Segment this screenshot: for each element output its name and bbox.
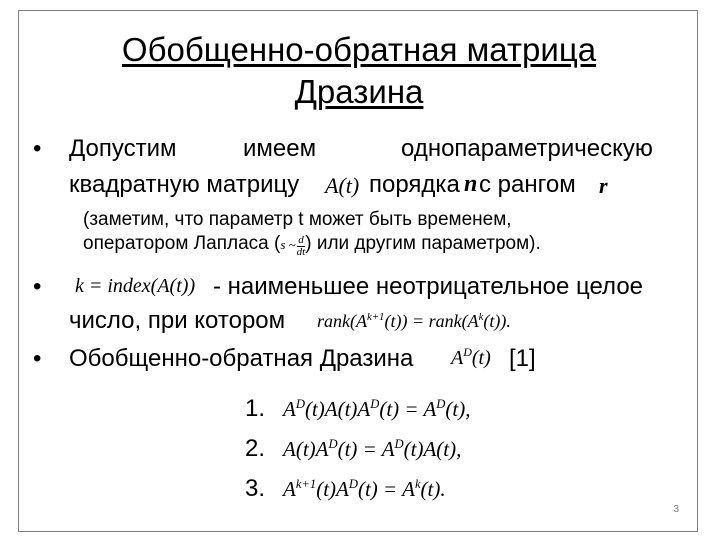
rank-sup-b: k <box>478 311 484 323</box>
bullet1-text-b: порядка <box>369 171 460 198</box>
math-rank-condition <box>317 311 511 332</box>
frac-denominator: dt <box>296 245 306 258</box>
math-arg: (t) <box>471 346 491 369</box>
bullet2-text-a: - наименьшее неотрицательное целое <box>213 273 644 300</box>
rank-part-b: (t)) = rank(A <box>384 311 479 332</box>
equation-1: $A^D(t)A(t)A^D(t) = A^D(t)$, <box>283 397 471 422</box>
bullet1-word-3: однопараметрическую <box>401 135 653 162</box>
equation-number: 1. <box>245 395 266 422</box>
slide <box>18 10 698 532</box>
rank-part-a: rank(A <box>317 311 367 332</box>
equation-number: 3. <box>245 475 266 502</box>
math-A-base: A <box>451 346 464 369</box>
math-A-D <box>451 345 491 370</box>
note-line-2 <box>83 233 541 258</box>
bullet3-text: Обобщенно-обратная Дразина <box>69 345 414 372</box>
bullet2-text-b: число, при котором <box>69 307 286 334</box>
slide-title <box>19 29 699 113</box>
note-line-1: (заметим, что параметр t может быть временем, <box>83 209 512 230</box>
rank-sup-a: k+1 <box>366 311 385 323</box>
bullet1-text-a: квадратную матрицу <box>69 171 300 198</box>
equation-3: $A^{k+1}(t)A^D(t) = A^k(t)$. <box>283 477 446 502</box>
reference: [1] <box>509 345 536 372</box>
equation-number: 2. <box>245 435 266 462</box>
page-number: 3 <box>673 504 679 515</box>
math-A-t: A(t) <box>325 173 360 198</box>
bullet1-word-1: Допустим <box>69 135 177 162</box>
note-text-b: ) или другим параметром). <box>305 233 541 254</box>
math-k-index: k = index(A(t)) <box>75 275 196 297</box>
math-n: n <box>464 171 478 197</box>
bullet-marker: • <box>33 273 42 300</box>
frac-lhs: s ~ <box>280 237 296 252</box>
laplace-operator <box>280 233 306 258</box>
bullet1-word-2: имеем <box>243 135 317 162</box>
fraction <box>297 235 306 258</box>
equation-2: $A(t)A^D(t) = A^D(t)A(t)$, <box>283 437 462 462</box>
title-line-1: Обобщенно-обратная матрица <box>121 31 597 68</box>
note-text-a: оператором Лапласа ( <box>83 233 281 254</box>
math-r: r <box>599 173 608 198</box>
rank-part-c: (t)). <box>483 311 511 332</box>
bullet-marker: • <box>33 345 42 372</box>
frac-numerator: d <box>298 233 304 246</box>
bullet-marker: • <box>33 135 42 162</box>
title-line-2: Дразина <box>294 73 424 110</box>
math-D-sup: D <box>463 345 472 359</box>
bullet1-text-c: с рангом <box>479 171 576 198</box>
